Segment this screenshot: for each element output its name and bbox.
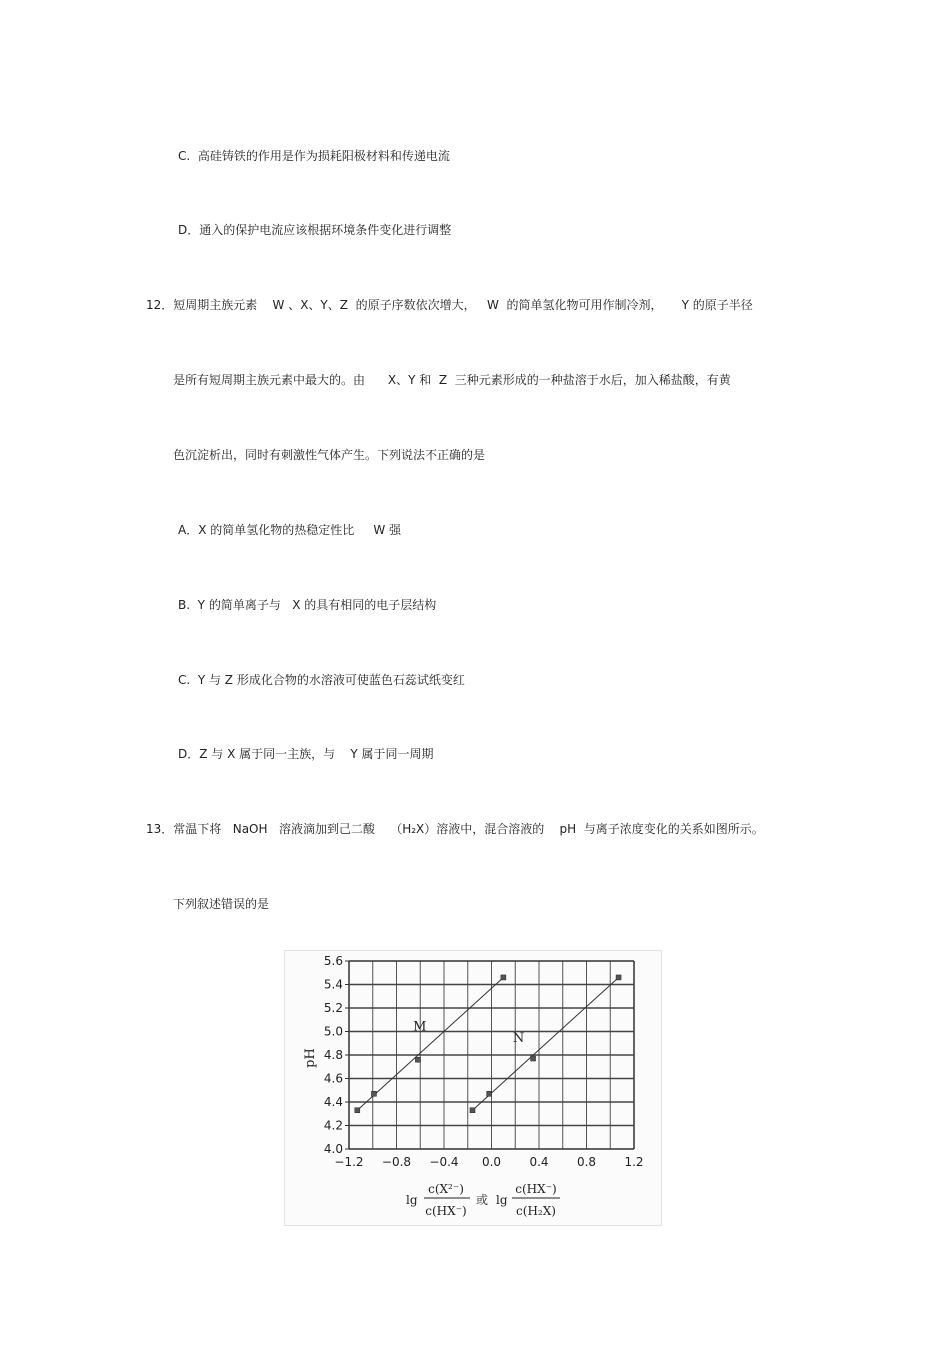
series-label-N: N (512, 1031, 525, 1047)
y-axis-label: pH (303, 1048, 318, 1068)
data-point-N (616, 975, 621, 980)
option-c-q12: C. Y 与 Z 形成化合物的水溶液可使蓝色石蕊试纸变红 (178, 673, 465, 687)
data-point-M (355, 1108, 360, 1113)
x-label-lg-1: lg (406, 1193, 418, 1207)
figure-border (285, 951, 662, 1226)
y-tick-label: 4.4 (323, 1095, 343, 1109)
y-tick-label: 4.0 (323, 1142, 343, 1156)
y-tick-label: 4.8 (323, 1048, 343, 1062)
data-point-M (501, 975, 506, 980)
question-13-line-1: 13．常温下将 NaOH 溶液滴加到己二酸 （H₂X）溶液中，混合溶液的 pH 与离子浓度变化的关系如图所示。 (146, 822, 764, 836)
x-label-lg-2: lg (496, 1193, 508, 1207)
ph-chart (284, 950, 662, 1226)
option-b-q12: B. Y 的简单离子与 X 的具有相同的电子层结构 (178, 598, 437, 612)
data-point-N (531, 1056, 536, 1061)
option-a-q12: A．X 的简单氢化物的热稳定性比 W 强 (178, 523, 401, 537)
x-label-frac1-denominator: c(HX⁻) (425, 1204, 467, 1218)
x-label-frac2-numerator: c(HX⁻) (515, 1182, 557, 1196)
x-label-or: 或 (476, 1193, 489, 1207)
y-tick-label: 5.6 (323, 954, 343, 968)
y-tick-label: 5.4 (323, 977, 343, 992)
x-tick-label: 1.2 (624, 1155, 644, 1169)
option-d-q12: D．Z 与 X 属于同一主族，与 Y 属于同一周期 (178, 747, 434, 761)
x-tick-label: −0.4 (429, 1155, 459, 1169)
x-tick-label: 0.0 (481, 1155, 502, 1169)
x-tick-label: 0.8 (576, 1155, 597, 1169)
x-tick-label: 0.4 (529, 1155, 549, 1169)
question-13-line-2: 下列叙述错误的是 (173, 897, 270, 911)
y-tick-label: 4.6 (323, 1071, 343, 1086)
x-label-frac2-denominator: c(H₂X) (516, 1204, 556, 1218)
x-tick-label: −1.2 (334, 1155, 364, 1169)
x-label-frac1-numerator: c(X²⁻) (428, 1182, 464, 1196)
question-12-line-2: 是所有短周期主族元素中最大的。由 X、Y 和 Z 三种元素形成的一种盐溶于水后，加入稀盐酸，有黄 (173, 373, 731, 387)
data-point-N (487, 1091, 492, 1096)
question-12-line-3: 色沉淀析出，同时有刺激性气体产生。下列说法不正确的是 (173, 448, 486, 462)
ph-chart-figure (284, 950, 662, 1226)
y-tick-label: 4.2 (323, 1118, 343, 1133)
series-label-M: M (413, 1019, 427, 1035)
option-d-q11: D．通入的保护电流应该根据环境条件变化进行调整 (178, 223, 452, 237)
option-c-q11: C. 高硅铸铁的作用是作为损耗阳极材料和传递电流 (178, 149, 450, 163)
data-point-M (415, 1057, 420, 1062)
y-tick-label: 5.0 (323, 1024, 343, 1039)
y-tick-label: 5.2 (323, 1001, 343, 1015)
data-point-N (470, 1108, 475, 1113)
question-12-line-1: 12．短周期主族元素 W 、X、Y、Z 的原子序数依次增大， W 的简单氢化物可用作制冷剂， Y 的原子半径 (146, 298, 753, 312)
x-tick-label: −0.8 (381, 1155, 412, 1169)
data-point-M (371, 1091, 376, 1096)
